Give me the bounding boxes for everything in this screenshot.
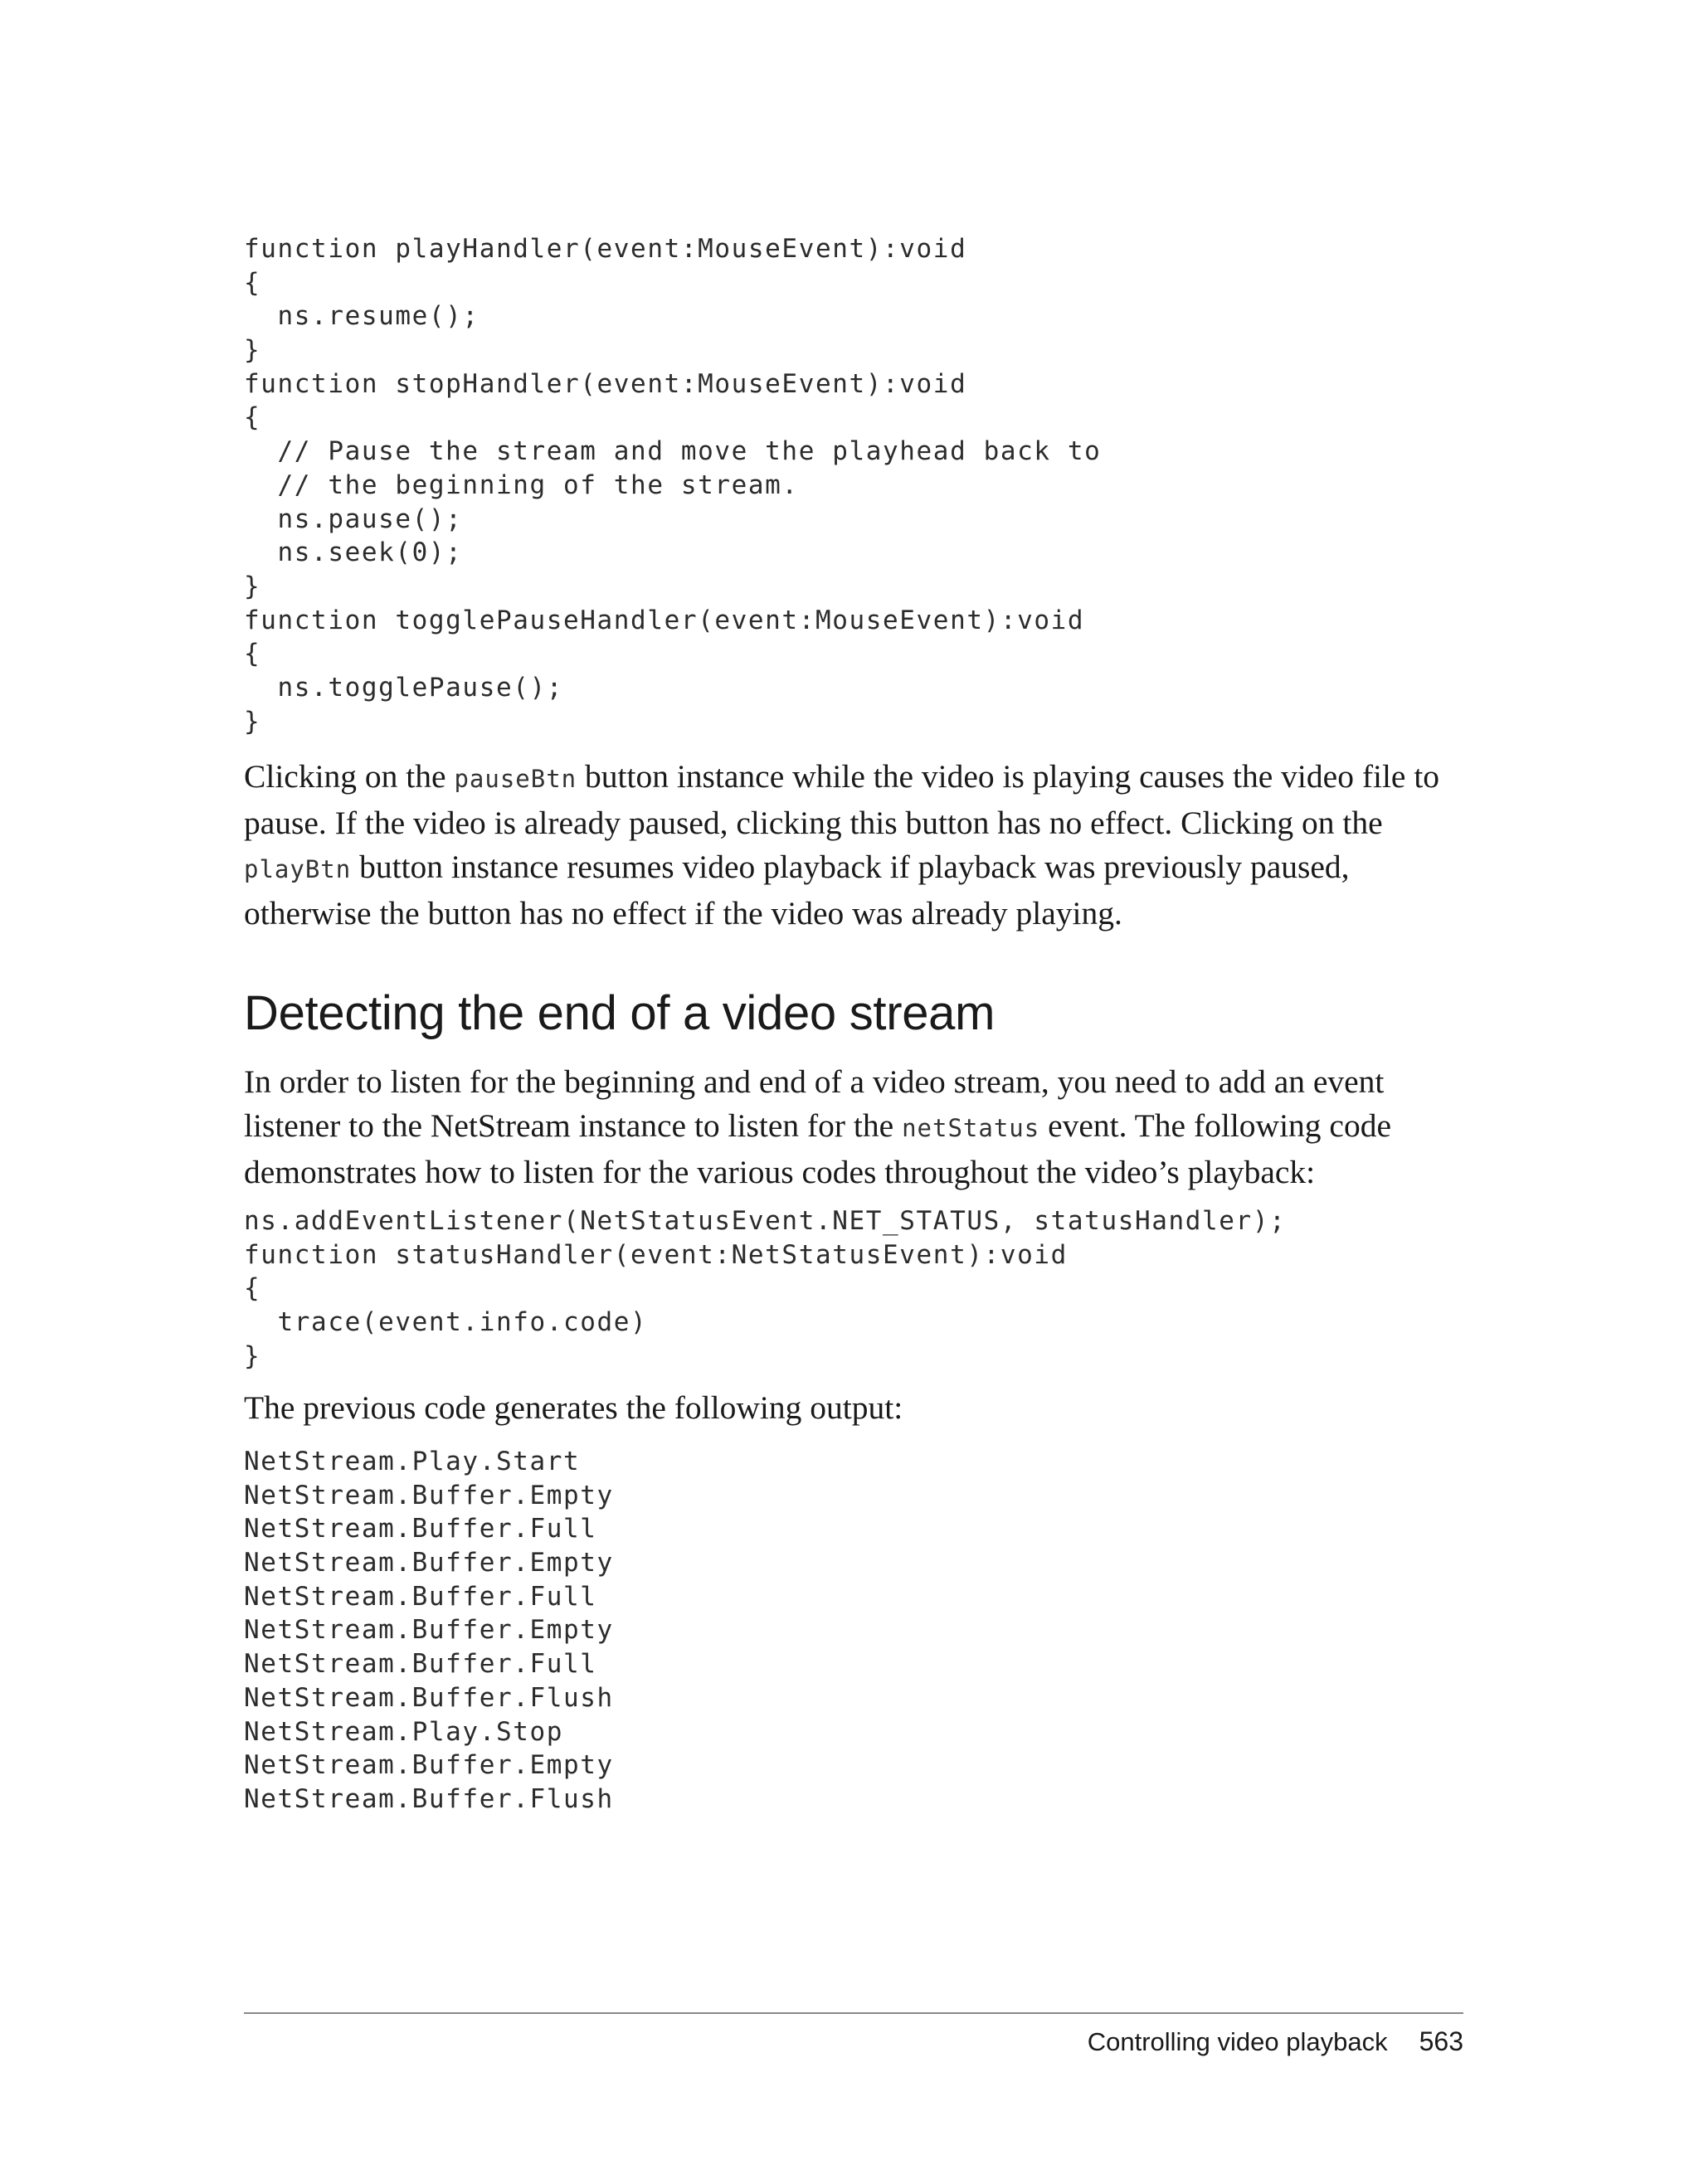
code-line: NetStream.Buffer.Flush bbox=[244, 1682, 614, 1713]
code-line: function playHandler(event:MouseEvent):void bbox=[244, 234, 967, 264]
paragraph-text: event. The following code demonstrates how to listen for the various codes throughout the video’s playback: bbox=[244, 1107, 1391, 1190]
paragraph-text: In order to listen for the beginning and end of a video stream, you need to add an event listener to the NetStream instance to listen for the bbox=[244, 1063, 1385, 1144]
footer-divider bbox=[244, 2012, 1463, 2014]
paragraph-text: Clicking on the bbox=[244, 758, 455, 795]
code-line: ns.addEventListener(NetStatusEvent.NET_STATUS, statusHandler); bbox=[244, 1206, 1287, 1236]
code-line: NetStream.Buffer.Full bbox=[244, 1514, 597, 1544]
code-line: function statusHandler(event:NetStatusEvent):void bbox=[244, 1239, 1068, 1270]
code-line: NetStream.Play.Stop bbox=[244, 1716, 564, 1747]
code-line: NetStream.Buffer.Full bbox=[244, 1581, 597, 1612]
code-line: NetStream.Buffer.Empty bbox=[244, 1548, 614, 1578]
code-line: ns.seek(0); bbox=[244, 537, 463, 568]
inline-code-playbtn: playBtn bbox=[244, 855, 352, 883]
inline-code-pausebtn: pauseBtn bbox=[454, 765, 577, 793]
page-number: 563 bbox=[1419, 2026, 1463, 2056]
code-line: function stopHandler(event:MouseEvent):void bbox=[244, 368, 967, 399]
paragraph-text: button instance while the video is playing causes the video file to pause. If the video is already paused, clicking this button has no effect. Clicking on the bbox=[244, 758, 1440, 841]
code-line: ns.togglePause(); bbox=[244, 672, 564, 703]
code-block-handlers bbox=[244, 232, 1101, 738]
code-line: // the beginning of the stream. bbox=[244, 469, 799, 500]
code-block-output bbox=[244, 1445, 614, 1817]
code-line: } bbox=[244, 571, 261, 601]
section-heading: Detecting the end of a video stream bbox=[244, 986, 996, 1040]
code-line: { bbox=[244, 639, 261, 669]
paragraph-pause-play-description bbox=[244, 755, 1472, 936]
code-line: } bbox=[244, 335, 261, 366]
code-line: NetStream.Play.Start bbox=[244, 1447, 581, 1476]
code-block-status-handler bbox=[244, 1204, 1286, 1373]
code-line: { bbox=[244, 267, 261, 298]
code-line: NetStream.Buffer.Full bbox=[244, 1649, 597, 1680]
code-line: NetStream.Buffer.Empty bbox=[244, 1750, 614, 1781]
paragraph-text: button instance resumes video playback if playback was previously paused, otherwise the button has no effect if the video was already playing. bbox=[244, 849, 1350, 931]
code-line: NetStream.Buffer.Flush bbox=[244, 1783, 614, 1814]
code-line: // Pause the stream and move the playhead back to bbox=[244, 436, 1102, 467]
code-line: { bbox=[244, 1273, 261, 1304]
code-line: { bbox=[244, 402, 261, 433]
code-line: ns.pause(); bbox=[244, 503, 463, 534]
inline-code-netstatus: netStatus bbox=[902, 1114, 1040, 1142]
code-line: trace(event.info.code) bbox=[244, 1307, 648, 1338]
page-footer bbox=[1088, 2024, 1463, 2060]
paragraph-netstatus-intro bbox=[244, 1060, 1472, 1194]
code-line: NetStream.Buffer.Empty bbox=[244, 1615, 614, 1646]
paragraph-output-intro: The previous code generates the following output: bbox=[244, 1389, 903, 1426]
code-line: ns.resume(); bbox=[244, 301, 480, 332]
code-line: function togglePauseHandler(event:MouseEvent):void bbox=[244, 605, 1085, 635]
code-line: } bbox=[244, 1340, 261, 1371]
code-line: } bbox=[244, 706, 261, 737]
code-line: NetStream.Buffer.Empty bbox=[244, 1480, 614, 1510]
footer-chapter-title: Controlling video playback bbox=[1087, 2027, 1388, 2056]
